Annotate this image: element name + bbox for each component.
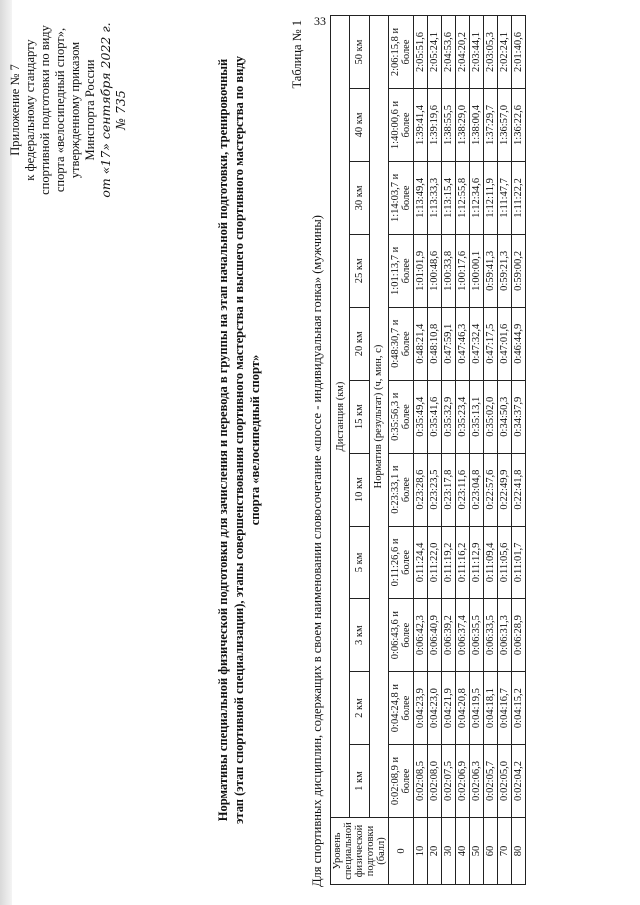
distance-col-header: 1 км [350, 745, 369, 818]
norm-cell: 0:22:49,9 [498, 453, 512, 526]
appendix-line: Приложение № 7 [8, 64, 22, 156]
norm-cell: 0:11:16,2 [456, 526, 470, 599]
norm-cell: 1:38:55,5 [442, 89, 456, 162]
norm-cell: 0:04:21,9 [442, 672, 456, 745]
norm-cell: 0:06:37,4 [456, 599, 470, 672]
norm-cell: 0:04:20,8 [456, 672, 470, 745]
norm-cell: 0:23:28,6 [414, 453, 428, 526]
norm-cell: 2:02:24,1 [498, 16, 512, 89]
norm-cell: 0:48:10,8 [428, 307, 442, 380]
norm-cell: 1:00:00,1 [470, 234, 484, 307]
norm-cell: 0:02:04,2 [512, 745, 526, 818]
table-label: Таблица № 1 [290, 20, 304, 89]
norm-cell: 1:13:15,4 [442, 161, 456, 234]
norm-cell: 0:11:05,6 [498, 526, 512, 599]
level-cell: 70 [498, 818, 512, 885]
norm-cell: 1:37:29,7 [484, 89, 498, 162]
norm-cell: 1:39:41,4 [414, 89, 428, 162]
norm-cell: 0:02:06,9 [456, 745, 470, 818]
level-cell: 10 [414, 818, 428, 885]
table-body [389, 16, 526, 885]
norm-cell: 0:02:06,3 [470, 745, 484, 818]
norm-cell: 1:14:03,7 и более [389, 161, 414, 234]
table-row [484, 16, 498, 885]
level-cell: 20 [428, 818, 442, 885]
appendix-line: спортивной подготовки по виду [38, 25, 52, 195]
distance-header: Дистанция (км) [331, 16, 350, 818]
norm-cell: 1:40:00,6 и более [389, 89, 414, 162]
table-intro: Для спортивных дисциплин, содержащих в своем наименовании словосочетание «шоссе - индивидуальная гонка» (мужчины) [310, 215, 324, 887]
norm-cell: 0:02:08,0 [428, 745, 442, 818]
norm-cell: 0:35:49,4 [414, 380, 428, 453]
appendix-line: спорта «велосипедный спорт», [53, 27, 67, 193]
norm-cell: 1:12:34,6 [470, 161, 484, 234]
norm-cell: 1:36:57,0 [498, 89, 512, 162]
distance-col-header: 3 км [350, 599, 369, 672]
norm-cell: 1:11:22,2 [512, 161, 526, 234]
table-row [414, 16, 428, 885]
norm-cell: 0:04:23,9 [414, 672, 428, 745]
norm-cell: 2:05:51,6 [414, 16, 428, 89]
norm-cell: 0:35:41,6 [428, 380, 442, 453]
norm-cell: 0:02:07,5 [442, 745, 456, 818]
norm-cell: 0:47:46,3 [456, 307, 470, 380]
norm-cell: 0:23:17,8 [442, 453, 456, 526]
norm-cell: 1:13:49,4 [414, 161, 428, 234]
table-row [512, 16, 526, 885]
norm-cell: 2:06:15,8 и более [389, 16, 414, 89]
norm-cell: 0:11:22,0 [428, 526, 442, 599]
norm-cell: 0:22:57,6 [484, 453, 498, 526]
level-cell: 50 [470, 818, 484, 885]
norm-cell: 0:11:26,6 и более [389, 526, 414, 599]
norm-cell: 0:35:32,9 [442, 380, 456, 453]
norm-cell: 0:06:42,3 [414, 599, 428, 672]
table-row [470, 16, 484, 885]
norm-cell: 0:06:39,2 [442, 599, 456, 672]
norm-cell: 1:00:33,8 [442, 234, 456, 307]
norm-cell: 0:04:16,7 [498, 672, 512, 745]
norm-cell: 0:59:41,3 [484, 234, 498, 307]
norm-cell: 0:48:30,7 и более [389, 307, 414, 380]
norm-cell: 1:13:33,3 [428, 161, 442, 234]
norm-cell: 2:04:53,6 [442, 16, 456, 89]
distance-col-header: 15 км [350, 380, 369, 453]
appendix-block [8, 15, 128, 205]
table-row [428, 16, 442, 885]
norm-cell: 0:35:13,1 [470, 380, 484, 453]
appendix-date-line: от «17» сентября 2022 г. № 735 [98, 22, 128, 198]
level-cell: 40 [456, 818, 470, 885]
norm-cell: 1:01:13,7 и более [389, 234, 414, 307]
norm-cell: 0:47:32,4 [470, 307, 484, 380]
distance-col-header: 25 км [350, 234, 369, 307]
norm-cell: 0:06:28,9 [512, 599, 526, 672]
norm-cell: 0:23:23,5 [428, 453, 442, 526]
norm-cell: 0:47:17,5 [484, 307, 498, 380]
norm-cell: 0:06:31,3 [498, 599, 512, 672]
norm-cell: 0:35:23,4 [456, 380, 470, 453]
norm-cell: 0:04:18,1 [484, 672, 498, 745]
norm-cell: 1:00:48,6 [428, 234, 442, 307]
norm-cell: 0:06:40,9 [428, 599, 442, 672]
table-row [389, 16, 414, 885]
norm-cell: 0:11:19,2 [442, 526, 456, 599]
norm-cell: 0:23:04,8 [470, 453, 484, 526]
norm-cell: 1:12:55,8 [456, 161, 470, 234]
norm-cell: 1:38:00,4 [470, 89, 484, 162]
norm-cell: 0:04:19,5 [470, 672, 484, 745]
norm-cell: 2:04:20,2 [456, 16, 470, 89]
norm-cell: 1:01:01,9 [414, 234, 428, 307]
appendix-line: утвержденному приказом [68, 41, 82, 179]
norm-cell: 0:06:35,5 [470, 599, 484, 672]
norm-cell: 0:06:43,6 и более [389, 599, 414, 672]
norm-cell: 0:59:00,2 [512, 234, 526, 307]
norm-cell: 1:36:22,6 [512, 89, 526, 162]
norm-cell: 1:11:47,7 [498, 161, 512, 234]
norm-cell: 0:34:37,9 [512, 380, 526, 453]
norm-cell: 0:22:41,8 [512, 453, 526, 526]
level-cell: 80 [512, 818, 526, 885]
norm-cell: 0:11:24,4 [414, 526, 428, 599]
distance-col-header: 20 км [350, 307, 369, 380]
norm-cell: 1:12:11,9 [484, 161, 498, 234]
distance-col-header: 50 км [350, 16, 369, 89]
level-cell: 60 [484, 818, 498, 885]
norm-cell: 0:11:01,7 [512, 526, 526, 599]
norm-cell: 0:59:21,3 [498, 234, 512, 307]
distance-col-header: 5 км [350, 526, 369, 599]
norm-cell: 0:48:21,4 [414, 307, 428, 380]
norm-cell: 0:02:08,5 [414, 745, 428, 818]
norm-header: Норматив (результат) (ч, мин, с) [369, 16, 388, 818]
norm-cell: 0:35:02,0 [484, 380, 498, 453]
norm-cell: 2:01:40,6 [512, 16, 526, 89]
appendix-line: Минспорта России [83, 59, 97, 161]
norm-cell: 0:02:05,7 [484, 745, 498, 818]
level-cell: 0 [389, 818, 414, 885]
norm-cell: 0:11:09,4 [484, 526, 498, 599]
norm-cell: 0:47:59,1 [442, 307, 456, 380]
page-number: 33 [314, 14, 326, 28]
distance-col-header: 2 км [350, 672, 369, 745]
norm-cell: 0:06:33,5 [484, 599, 498, 672]
norm-cell: 0:47:01,6 [498, 307, 512, 380]
table-row [442, 16, 456, 885]
appendix-line: к федеральному стандарту [23, 39, 37, 181]
norm-cell: 2:03:44,1 [470, 16, 484, 89]
norm-cell: 0:34:50,3 [498, 380, 512, 453]
norm-cell: 0:02:08,9 и более [389, 745, 414, 818]
norm-cell: 2:05:24,1 [428, 16, 442, 89]
norms-table [330, 15, 526, 885]
norm-cell: 2:03:05,3 [484, 16, 498, 89]
table-row [498, 16, 512, 885]
norm-cell: 1:39:19,6 [428, 89, 442, 162]
norm-cell: 1:38:29,0 [456, 89, 470, 162]
norm-cell: 0:04:24,8 и более [389, 672, 414, 745]
distance-col-header: 10 км [350, 453, 369, 526]
table-row [456, 16, 470, 885]
norm-cell: 0:35:56,3 и более [389, 380, 414, 453]
norm-cell: 0:23:11,6 [456, 453, 470, 526]
level-header: Уровень специальной физической подготовки (балл) [331, 818, 389, 885]
norm-cell: 0:04:15,2 [512, 672, 526, 745]
norm-cell: 1:00:17,6 [456, 234, 470, 307]
norm-cell: 0:02:05,0 [498, 745, 512, 818]
norm-cell: 0:11:12,9 [470, 526, 484, 599]
distance-col-header: 30 км [350, 161, 369, 234]
norm-cell: 0:23:33,1 и более [389, 453, 414, 526]
norm-cell: 0:46:44,9 [512, 307, 526, 380]
level-cell: 30 [442, 818, 456, 885]
norm-cell: 0:04:23,0 [428, 672, 442, 745]
distance-row [350, 16, 369, 885]
document-title: Нормативы специальной физической подготовки для зачисления и перевода в группы на этап начальной подготовки, тренировочный этап (этап спортивной специализации), этапы совершенствования спортивного мастерства и высшего спортивного мастерства по виду спорта «велосипедный спорт» [216, 56, 262, 824]
distance-col-header: 40 км [350, 89, 369, 162]
